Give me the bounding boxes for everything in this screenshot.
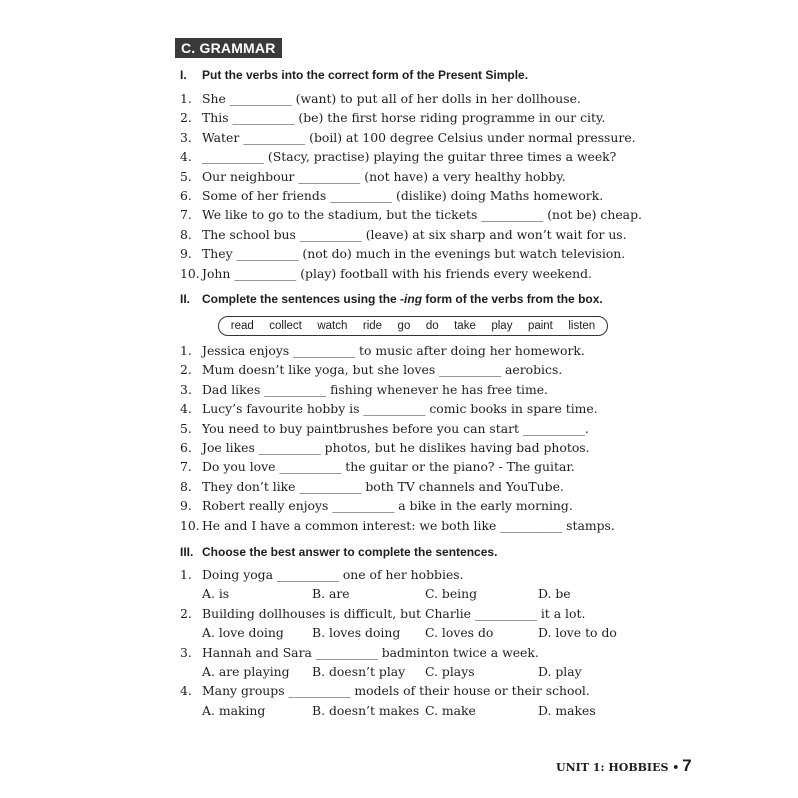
exercise-item: 10. John __________ (play) football with his friends every weekend. [180, 265, 592, 281]
exercise-item: 4. __________ (Stacy, practise) playing the guitar three times a week? [180, 149, 617, 165]
page-number: 7 [682, 756, 692, 775]
word-box-item: play [491, 320, 513, 332]
exercise-item: 9. They __________ (not do) much in the evenings but watch television. [180, 246, 626, 262]
option-c: C. loves do [425, 625, 494, 641]
answer-options [180, 662, 620, 681]
section1-list [180, 89, 642, 283]
option-b: B. loves doing [312, 625, 401, 641]
section3-list [180, 565, 620, 720]
word-box [218, 316, 608, 336]
exercise-item: 5. You need to buy paintbrushes before you can start __________. [180, 420, 589, 436]
option-a: A. is [202, 586, 230, 602]
section2-list [180, 341, 615, 535]
section1-instruction: Put the verbs into the correct form of the Present Simple. [202, 68, 529, 82]
word-box-item: take [454, 320, 476, 332]
section3-number: III. [180, 545, 194, 559]
option-c: C. make [425, 702, 476, 718]
exercise-item: 8. The school bus __________ (leave) at six sharp and won’t wait for us. [180, 226, 627, 242]
section2-title: II. Complete the sentences using the -ing form of the verbs from the box. [180, 292, 603, 306]
question-stem: 4. Many groups __________ models of their house or their school. [180, 683, 590, 699]
exercise-item: 2. Mum doesn’t like yoga, but she loves __________ aerobics. [180, 362, 563, 378]
option-b: B. doesn’t play [312, 663, 406, 679]
option-b: B. doesn’t makes [312, 702, 420, 718]
exercise-item: 6. Some of her friends __________ (dislike) doing Maths homework. [180, 187, 604, 203]
answer-options [180, 584, 620, 603]
word-box-item: read [230, 320, 254, 332]
option-c: C. being [425, 586, 478, 602]
word-box-item: do [425, 320, 439, 332]
section2-number: II. [180, 292, 191, 306]
exercise-item: 9. Robert really enjoys __________ a bike in the early morning. [180, 498, 573, 514]
option-a: A. love doing [202, 625, 284, 641]
section3-title: III. Choose the best answer to complete the sentences. [180, 545, 498, 559]
answer-options [180, 701, 620, 720]
section1-title [180, 68, 528, 82]
word-box-item: ride [362, 320, 383, 332]
page-footer [556, 756, 692, 776]
option-a: A. making [202, 702, 266, 718]
exercise-item: 6. Joe likes __________ photos, but he dislikes having bad photos. [180, 439, 590, 455]
option-d: D. makes [538, 702, 596, 718]
section-heading: C. GRAMMAR [175, 38, 282, 58]
section1-number: I. [180, 68, 187, 82]
question-stem: 3. Hannah and Sara __________ badminton twice a week. [180, 644, 539, 660]
word-box-item: watch [317, 320, 348, 332]
exercise-item: 3. Water __________ (boil) at 100 degree Celsius under normal pressure. [180, 129, 636, 145]
unit-label: UNIT 1: HOBBIES • [556, 761, 680, 774]
exercise-item: 8. They don’t like __________ both TV channels and YouTube. [180, 478, 564, 494]
exercise-item: 4. Lucy’s favourite hobby is __________ comic books in spare time. [180, 401, 598, 417]
exercise-item: 7. Do you love __________ the guitar or the piano? - The guitar. [180, 459, 575, 475]
exercise-item: 7. We like to go to the stadium, but the tickets __________ (not be) cheap. [180, 207, 642, 223]
option-d: D. love to do [538, 625, 617, 641]
option-d: D. play [538, 663, 582, 679]
exercise-item: 2. This __________ (be) the first horse riding programme in our city. [180, 110, 606, 126]
option-b: B. are [312, 586, 350, 602]
answer-options [180, 623, 620, 642]
word-box-item: collect [269, 320, 302, 332]
exercise-item: 3. Dad likes __________ fishing whenever he has free time. [180, 381, 548, 397]
exercise-item: 1. Jessica enjoys __________ to music after doing her homework. [180, 343, 585, 358]
exercise-item: 5. Our neighbour __________ (not have) a very healthy hobby. [180, 168, 566, 184]
question-stem: 2. Building dollhouses is difficult, but Charlie __________ it a lot. [180, 605, 586, 621]
word-box-item: listen [568, 320, 596, 332]
exercise-item: 1. She __________ (want) to put all of her dolls in her dollhouse. [180, 91, 581, 106]
option-c: C. plays [425, 663, 475, 679]
exercise-item: 10. He and I have a common interest: we both like __________ stamps. [180, 517, 615, 533]
option-d: D. be [538, 586, 571, 602]
word-box-item: paint [527, 320, 553, 332]
word-box-item: go [397, 320, 411, 332]
option-a: A. are playing [202, 663, 290, 679]
question-stem: 1. Doing yoga __________ one of her hobbies. [180, 567, 464, 582]
